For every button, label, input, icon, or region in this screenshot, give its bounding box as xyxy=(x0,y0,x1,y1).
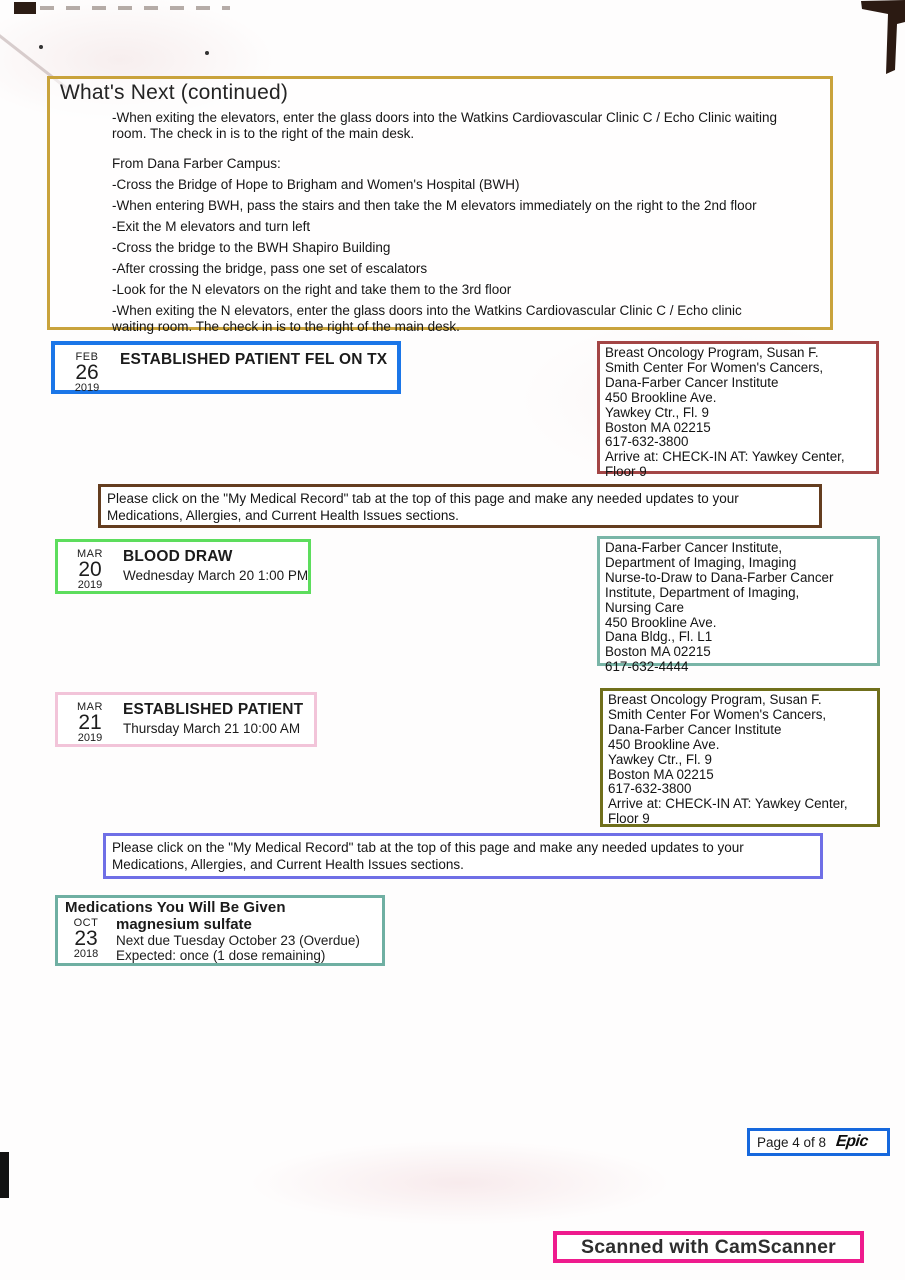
scan-artifact-top-right-corner xyxy=(859,0,905,76)
text-line: 617-632-4444 xyxy=(605,659,689,675)
medical-record-note-2 xyxy=(103,833,823,879)
appointment-details xyxy=(112,700,303,736)
text-line: -When entering BWH, pass the stairs and then take the M elevators immediately on the right to the 2nd floor xyxy=(112,198,757,213)
medical-record-note-1 xyxy=(98,484,822,528)
text-line: -Cross the Bridge of Hope to Brigham and Women's Hospital (BWH) xyxy=(112,177,520,192)
text-line: Yawkey Ctr., Fl. 9 xyxy=(605,404,709,420)
text-line: Boston MA 02215 xyxy=(608,766,714,782)
appointment-date xyxy=(68,700,112,744)
medication-entry xyxy=(65,916,378,963)
medication-expected: Expected: once (1 dose remaining) xyxy=(116,948,326,963)
text-line: Floor 9 xyxy=(608,811,650,827)
text-line: 617-632-3800 xyxy=(608,781,692,797)
medication-next-due: Next due Tuesday October 23 (Overdue) xyxy=(116,933,360,948)
whats-next-section xyxy=(47,76,833,334)
page-number-label: Page 4 of 8 xyxy=(757,1134,827,1150)
appointment-date xyxy=(68,547,112,591)
appointment-card-mar20 xyxy=(55,539,311,594)
text-line: Department of Imaging, Imaging xyxy=(605,554,797,570)
directions-paragraph: -When exiting the elevators, enter the glass doors into the Watkins Cardiovascular Clinic C / Echo Clinic waiting room. The check in is to the right of the main desk. xyxy=(112,110,778,141)
text-line: 450 Brookline Ave. xyxy=(605,614,717,630)
text-line: -Cross the bridge to the BWH Shapiro Building xyxy=(112,240,391,255)
appointment-card-feb26 xyxy=(51,341,401,394)
date-day: 20 xyxy=(78,558,102,581)
date-year: 2018 xyxy=(73,948,99,960)
date-month: MAR xyxy=(77,548,103,560)
date-day: 23 xyxy=(74,927,98,950)
medications-section xyxy=(55,895,385,966)
text-line: Nursing Care xyxy=(605,599,684,615)
camscanner-watermark xyxy=(553,1231,864,1263)
appointment-datetime: Wednesday March 20 1:00 PM xyxy=(123,568,309,583)
text-line: Arrive at: CHECK-IN AT: Yawkey Center, xyxy=(605,449,845,465)
text-line: From Dana Farber Campus: xyxy=(112,156,281,171)
text-line: Institute, Department of Imaging, xyxy=(605,584,800,600)
text-line: Dana-Farber Cancer Institute xyxy=(608,721,782,737)
page-number-footer xyxy=(747,1128,890,1156)
scan-artifact-top-smudge xyxy=(40,6,230,10)
date-day: 26 xyxy=(75,361,99,384)
camscanner-text: Scanned with CamScanner xyxy=(581,1235,836,1258)
text-line: Yawkey Ctr., Fl. 9 xyxy=(608,751,712,767)
directions-body xyxy=(60,105,786,335)
scan-artifact-left-strip xyxy=(0,1152,9,1198)
text-line: Nurse-to-Draw to Dana-Farber Cancer xyxy=(605,569,834,585)
date-month: OCT xyxy=(73,917,99,929)
location-block-breast-oncology-2 xyxy=(600,688,880,827)
medication-date xyxy=(65,916,107,960)
appointment-title: BLOOD DRAW xyxy=(123,548,233,565)
text-line: Smith Center For Women's Cancers, xyxy=(608,706,827,722)
text-line: 617-632-3800 xyxy=(605,434,689,450)
text-line: Smith Center For Women's Cancers, xyxy=(605,359,824,375)
text-line: 450 Brookline Ave. xyxy=(605,389,717,405)
section-title: What's Next (continued) xyxy=(60,81,289,104)
spacer xyxy=(112,142,786,156)
text-line: 450 Brookline Ave. xyxy=(608,736,720,752)
text-line: Arrive at: CHECK-IN AT: Yawkey Center, xyxy=(608,796,848,812)
date-month: MAR xyxy=(77,701,103,713)
note-text: Please click on the "My Medical Record" tab at the top of this page and make any needed updates to your Medications, Allergies, and Current Health Issues sections. xyxy=(112,840,744,872)
appointment-date xyxy=(65,350,109,394)
text-line: Dana Bldg., Fl. L1 xyxy=(605,629,713,645)
appointment-title: ESTABLISHED PATIENT FEL ON TX xyxy=(120,351,388,368)
appointment-details xyxy=(109,350,387,369)
appointment-card-mar21 xyxy=(55,692,317,747)
text-line: -After crossing the bridge, pass one set of escalators xyxy=(112,261,428,276)
text-line: Breast Oncology Program, Susan F. xyxy=(605,345,819,360)
appointment-details xyxy=(112,547,308,583)
medications-header: Medications You Will Be Given xyxy=(65,899,286,916)
text-line: -Look for the N elevators on the right and take them to the 3rd floor xyxy=(112,282,512,297)
text-line: Boston MA 02215 xyxy=(605,419,711,435)
text-line: Breast Oncology Program, Susan F. xyxy=(608,692,822,707)
appointment-title: ESTABLISHED PATIENT xyxy=(123,701,304,718)
location-block-imaging xyxy=(597,536,880,675)
date-month: FEB xyxy=(75,351,99,363)
date-day: 21 xyxy=(78,711,102,734)
note-text: Please click on the "My Medical Record" tab at the top of this page and make any needed updates to your Medications, Allergies, and Current Health Issues sections. xyxy=(107,491,739,523)
appointment-datetime: Thursday March 21 10:00 AM xyxy=(123,721,301,736)
directions-list xyxy=(112,156,786,335)
text-line: Boston MA 02215 xyxy=(605,644,711,660)
text-line: -Exit the M elevators and turn left xyxy=(112,219,311,234)
epic-logo: Epic xyxy=(835,1133,869,1150)
scan-speck xyxy=(205,51,209,55)
text-line: Floor 9 xyxy=(605,464,647,480)
date-year: 2019 xyxy=(77,579,103,591)
scan-speck xyxy=(39,45,43,49)
medication-details xyxy=(107,916,360,963)
medication-name: magnesium sulfate xyxy=(116,916,252,933)
text-line: Dana-Farber Cancer Institute, xyxy=(605,540,783,555)
date-year: 2019 xyxy=(74,382,100,394)
text-line: Dana-Farber Cancer Institute xyxy=(605,374,779,390)
text-line: -When exiting the N elevators, enter the glass doors into the Watkins Cardiovascular Clinic C / Echo clinic waiting room. The check in is to the right of the main desk. xyxy=(112,303,742,334)
location-block-breast-oncology-1 xyxy=(597,341,879,480)
scan-artifact-top-left xyxy=(14,2,36,14)
date-year: 2019 xyxy=(77,732,103,744)
